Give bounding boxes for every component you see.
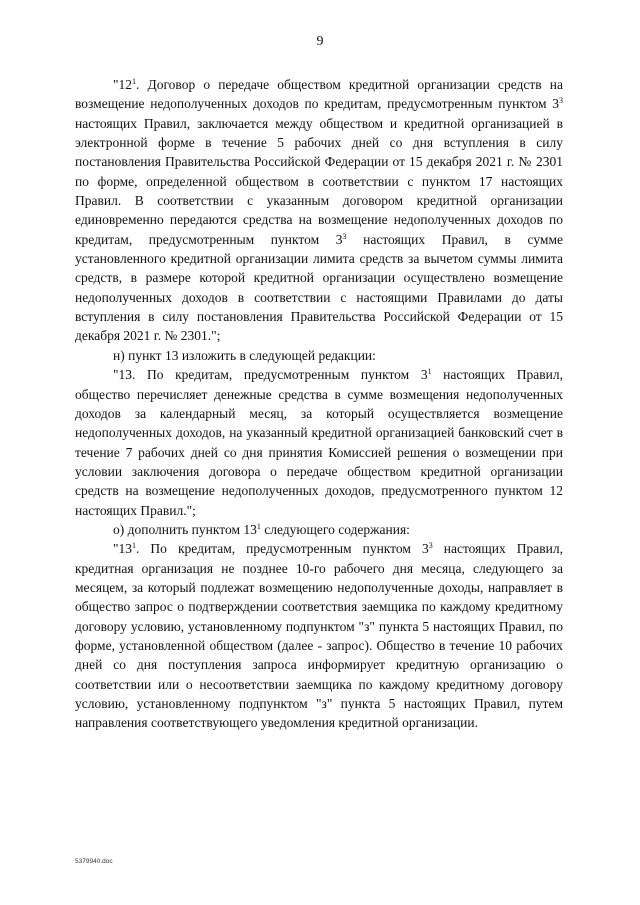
paragraph [75,539,563,732]
superscript-index: 1 [427,367,432,377]
paragraph-text: . По кредитам, предусмотренным пунктом 3 [136,541,429,557]
paragraph [75,75,563,346]
paragraph-text: настоящих Правил, общество перечисляет денежные средства в сумме возмещения недополученных доходов за календарный месяц, за который осуществляется возмещение недополученных доходов, на указанный кредитной организацией банковский счет в течение 7 рабочих дней со дня принятия Комиссией решения о возмещении при условии заключения договора о передаче обществом кредитной организации средств на возмещение недополученных доходов, предусмотренного пунктом 12 настоящих Правил."; [75,367,563,518]
page-number: 9 [316,34,324,49]
paragraph [75,365,563,520]
paragraph-text: "13 [113,541,133,557]
document-filename: 5379940.doc [75,858,113,865]
document-body [75,75,563,733]
superscript-index: 3 [428,541,433,551]
superscript-index: 1 [132,541,137,551]
superscript-index: 3 [342,231,347,241]
paragraph-text: настоящих Правил, кредитная организация не позднее 10-го рабочего дня месяца, следующего за месяцем, за который подлежат возмещению недополученные доходы, направляет в общество запрос о подтверждении соответствия заемщика по каждому кредитному договору условию, установленному подпунктом "з" пункта 5 настоящих Правил, по форме, установленной обществом (далее - запрос). Общество в течение 10 рабочих дней со дня поступления запроса информирует кредитную организацию о соответствии или о несоответствии заемщика по каждому кредитному договору условию, установленному подпунктом "з" пункта 5 настоящих Правил, путем направления соответствующего уведомления кредитной организации. [75,541,563,731]
paragraph [75,520,563,539]
paragraph-text: следующего содержания: [260,521,410,537]
paragraph-text: настоящих Правил, заключается между обществом и кредитной организацией в электронной форме в течение 5 рабочих дней со дня вступления в силу постановления Правительства Российской Федерации от 15 декабря 2021 г. № 2301 по форме, определенной обществом в соответствии с пунктом 17 настоящих Правил. В соответствии с указанным договором кредитной организации единовременно передаются средства на возмещение недополученных доходов по кредитам, предусмотренным пунктом 3 [75,115,563,247]
paragraph-text: настоящих Правил, в сумме установленного кредитной организации лимита средств за вычетом суммы лимита средств, в размере которой кредитной организации осуществлено возмещение недополученных доходов в соответствии с настоящими Правилами до даты вступления в силу постановления Правительства Российской Федерации от 15 декабря 2021 г. № 2301."; [75,231,563,344]
superscript-index: 1 [256,521,261,531]
superscript-index: 3 [559,96,563,106]
paragraph [75,346,563,365]
paragraph-text: . Договор о передаче обществом кредитной организации средств на возмещение недополученных доходов по кредитам, предусмотренным пунктом 3 [75,77,563,112]
paragraph-text: о) дополнить пунктом 13 [113,521,257,537]
paragraph-text: "12 [113,77,133,92]
superscript-index: 1 [132,77,137,86]
paragraph-text: "13. По кредитам, предусмотренным пунктом 3 [113,367,428,383]
paragraph-text: н) пункт 13 изложить в следующей редакции: [113,347,376,363]
